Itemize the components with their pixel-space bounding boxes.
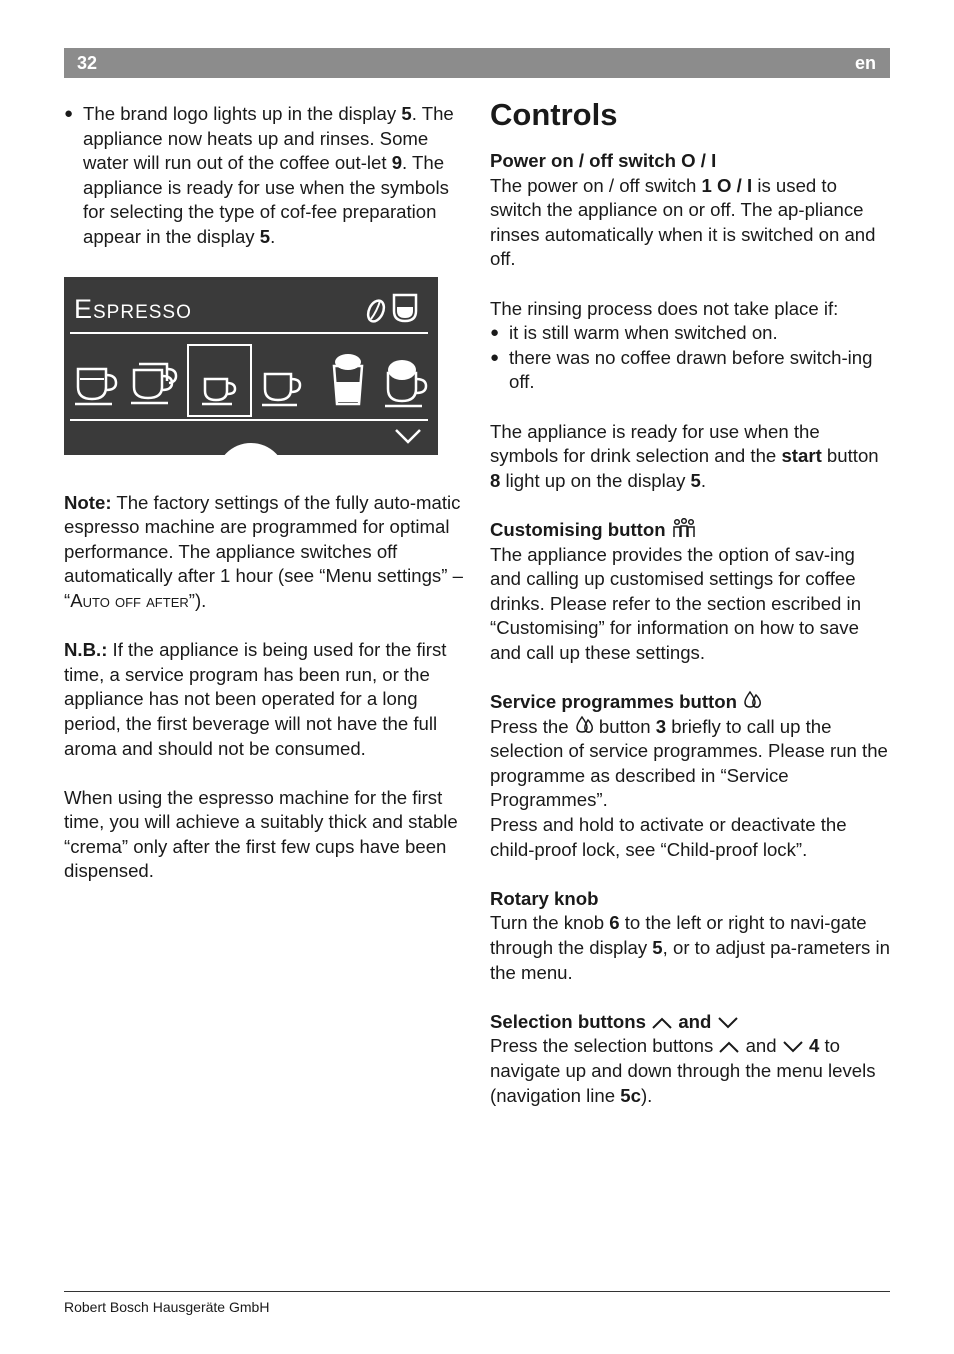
first-use-paragraph: When using the espresso machine for the first time, you will achieve a suitably thick and stable “crema” only after the first few cups have been dispensed. xyxy=(64,786,458,882)
rotary-text: Turn the knob 6 to the left or right to navi-gate through the display 5, or to adjust pa-rameters in the menu. xyxy=(490,912,890,983)
page-header xyxy=(64,48,890,78)
page-number: 32 xyxy=(77,53,98,73)
service-text-1: Press the button 3 briefly to call up the selection of service programmes. Please run the programme as described in “Service Programmes”. xyxy=(490,715,888,811)
customising-text: The appliance provides the option of sav-ing and calling up customised settings for coffee drinks. Please refer to the section escribed in “Customising” for information on how to save and call up these settings. xyxy=(490,543,862,663)
power-heading: Power on / off switch O / I xyxy=(490,150,717,171)
chevron-down-icon xyxy=(782,1040,804,1054)
chevron-up-icon xyxy=(651,1016,673,1030)
note-paragraph: Note: The factory settings of the fully auto-matic espresso machine are programmed for optimal performance. The appliance switches off automatically after 1 hour (see “Menu settings” – “Auto off after”). xyxy=(64,491,463,611)
display-illustration xyxy=(64,277,438,455)
latte-glass-icon xyxy=(330,352,366,410)
left-column xyxy=(64,102,464,884)
chevron-up-icon xyxy=(718,1040,740,1054)
power-text: The power on / off switch 1 O / I is used to switch the appliance on or off. The ap-pliance rinses automatically when it is switched on and off. xyxy=(490,174,876,270)
footer-divider xyxy=(64,1291,890,1292)
selection-text: Press the selection buttons and 4 to navigate up and down through the menu levels (navigation line 5c). xyxy=(490,1035,876,1106)
cappuccino-cup-icon xyxy=(384,357,430,409)
display-title: Espresso xyxy=(74,293,192,324)
selection-heading: Selection buttons and xyxy=(490,1010,890,1035)
right-column xyxy=(490,96,890,1108)
footer-company: Robert Bosch Hausgeräte GmbH xyxy=(64,1299,270,1315)
cup-double-icon xyxy=(130,361,180,407)
ready-paragraph: The appliance is ready for use when the symbols for drink selection and the start button 8 light up on the display 5. xyxy=(490,420,879,491)
rinse-bullet-2: ● there was no coffee drawn before switch-ing off. xyxy=(490,346,890,395)
section-title: Controls xyxy=(490,97,618,132)
brand-logo-bullet: ● The brand logo lights up in the display 5. The appliance now heats up and rinses. Some water will run out of the coffee out-let 9. The appliance is ready for use when the symbols for selecting the type of cof-fee preparation appear in the display 5. xyxy=(64,102,464,250)
cup-small-icon xyxy=(201,373,241,407)
chevron-down-icon xyxy=(717,1016,739,1030)
service-heading: Service programmes button xyxy=(490,690,890,715)
customising-heading: Customising button xyxy=(490,518,890,543)
customising-people-icon xyxy=(671,518,697,538)
rinse-intro: The rinsing process does not take place if: xyxy=(490,297,839,319)
service-drops-icon xyxy=(742,690,762,710)
service-drops-icon xyxy=(574,715,594,735)
cup-large-icon xyxy=(74,363,119,407)
display-divider-top xyxy=(70,332,428,334)
cup-medium-icon xyxy=(261,369,305,407)
language-code: en xyxy=(854,53,876,73)
nb-paragraph: N.B.: If the appliance is being used for the first time, a service program has been run, or the appliance has not been operated for a long period, the first beverage will not have the full aroma and should not be consumed. xyxy=(64,639,447,759)
rotary-knob-shape xyxy=(216,443,286,455)
bean-cup-icon xyxy=(364,289,420,329)
display-divider-bottom xyxy=(70,419,428,421)
rinse-bullet-1: ● it is still warm when switched on. xyxy=(490,321,890,346)
rotary-heading: Rotary knob xyxy=(490,887,599,909)
service-text-2: Press and hold to activate or deactivate the child-proof lock, see “Child-proof lock”. xyxy=(490,814,847,860)
chevron-down-icon xyxy=(394,428,422,444)
